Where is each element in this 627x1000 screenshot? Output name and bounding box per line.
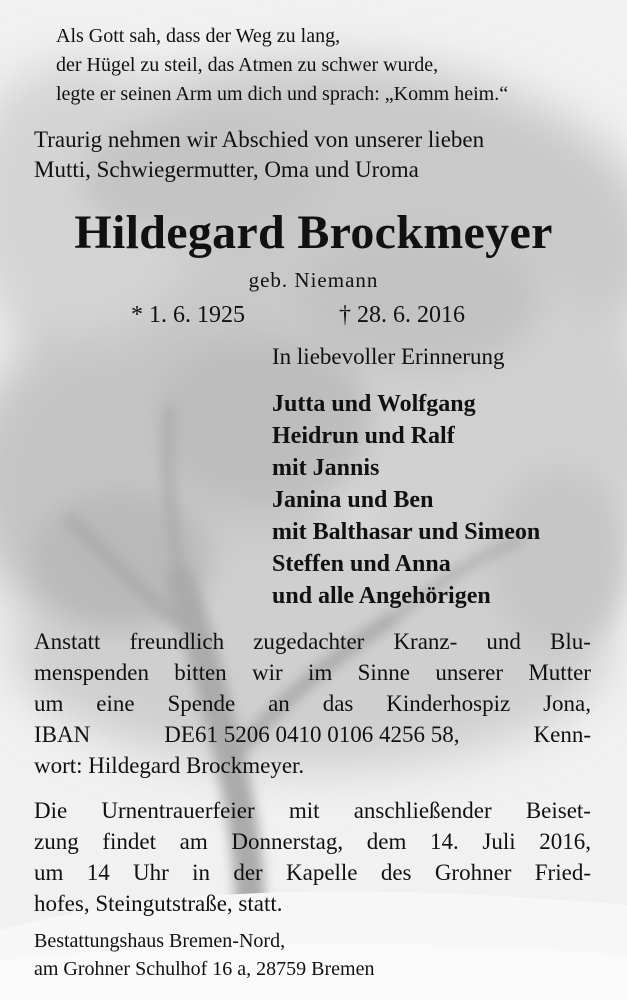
intro-line: Mutti, Schwiegermutter, Oma und Uroma [34,157,419,182]
word: Jona, [543,691,591,716]
word: um [34,691,64,716]
mourner-entry: Heidrun und Ralf [272,423,455,449]
funeral-paragraph [34,795,591,919]
word: dem [366,829,407,854]
paragraph-line: wort: Hildegard Brockmeyer. [34,753,305,778]
word: unserer [435,660,504,685]
word: Fried- [534,860,591,885]
word: 14 [86,860,110,885]
word: bitten [174,660,227,685]
word: anschließender [353,798,492,823]
paragraph-line [34,657,591,688]
word: menspenden [34,660,149,685]
word: Juli [482,829,516,854]
word: freundlich [129,629,225,654]
farewell-intro [34,125,484,185]
word: der [233,860,263,885]
word: Kenn- [533,722,591,747]
word: an [268,691,290,716]
word: IBAN [34,722,91,747]
word: am [179,829,208,854]
poem-verse [56,22,508,109]
word: des [380,860,412,885]
paragraph-line [34,688,591,719]
word: mit [288,798,320,823]
mourner-entry: Jutta und Wolfgang [272,391,476,417]
word: und [486,629,521,654]
word: Blu- [550,629,591,654]
word: Kapelle [286,860,358,885]
mourner-entry: und alle Angehörigen [272,583,491,609]
word: zung [34,829,79,854]
paragraph-line [34,795,591,826]
poem-line: legte er seinen Arm um dich und sprach: „Komm heim.“ [56,83,509,105]
word: zugedachter [253,629,365,654]
word: Sinne [357,660,411,685]
mourner-entry: Steffen und Anna [272,551,451,577]
word: Kranz- [393,629,458,654]
mourners-list [272,388,540,612]
mourner-entry: mit Balthasar und Simeon [272,519,541,545]
funeral-home-street: am Grohner Schulhof 16 a, 28759 Bremen [34,958,375,980]
funeral-home-name: Bestattungshaus Bremen-Nord, [34,930,286,952]
word: 2016, [539,829,591,854]
deceased-name: Hildegard Brockmeyer [74,206,553,259]
word: Donnerstag, [231,829,344,854]
paragraph-line: hofes, Steingutstraße, statt. [34,891,283,916]
iban-number: DE61 5206 0410 0106 4256 58, [164,722,460,747]
word: das [322,691,354,716]
poem-line: der Hügel zu steil, das Atmen zu schwer wurde, [56,54,439,76]
donation-paragraph [34,626,591,781]
funeral-home-address [34,927,374,983]
birth-date: * 1. 6. 1925 [131,302,245,328]
mourner-entry: Janina und Ben [272,487,434,513]
word: Kinderhospiz [386,691,511,716]
word: in [192,860,210,885]
word: wir [252,660,283,685]
word: Anstatt [34,629,101,654]
intro-line: Traurig nehmen wir Abschied von unserer lieben [34,127,485,152]
word: Uhr [133,860,169,885]
paragraph-line [34,857,591,888]
word: Beiset- [525,798,591,823]
mourner-entry: mit Jannis [272,455,380,481]
paragraph-line [34,626,591,657]
word: im [308,660,333,685]
word: Spende [167,691,236,716]
word: findet [102,829,156,854]
word: eine [96,691,135,716]
word: Grohner [434,860,512,885]
paragraph-line [34,826,591,857]
word: um [34,860,64,885]
word: Die [34,798,68,823]
death-date: † 28. 6. 2016 [339,302,465,328]
word: Mutter [528,660,591,685]
birth-name: geb. Niemann [248,268,379,292]
word: Urnentrauerfeier [101,798,255,823]
paragraph-line [34,719,591,750]
poem-line: Als Gott sah, dass der Weg zu lang, [56,25,341,47]
memory-line: In liebevoller Erinnerung [272,344,505,369]
word: 14. [430,829,459,854]
